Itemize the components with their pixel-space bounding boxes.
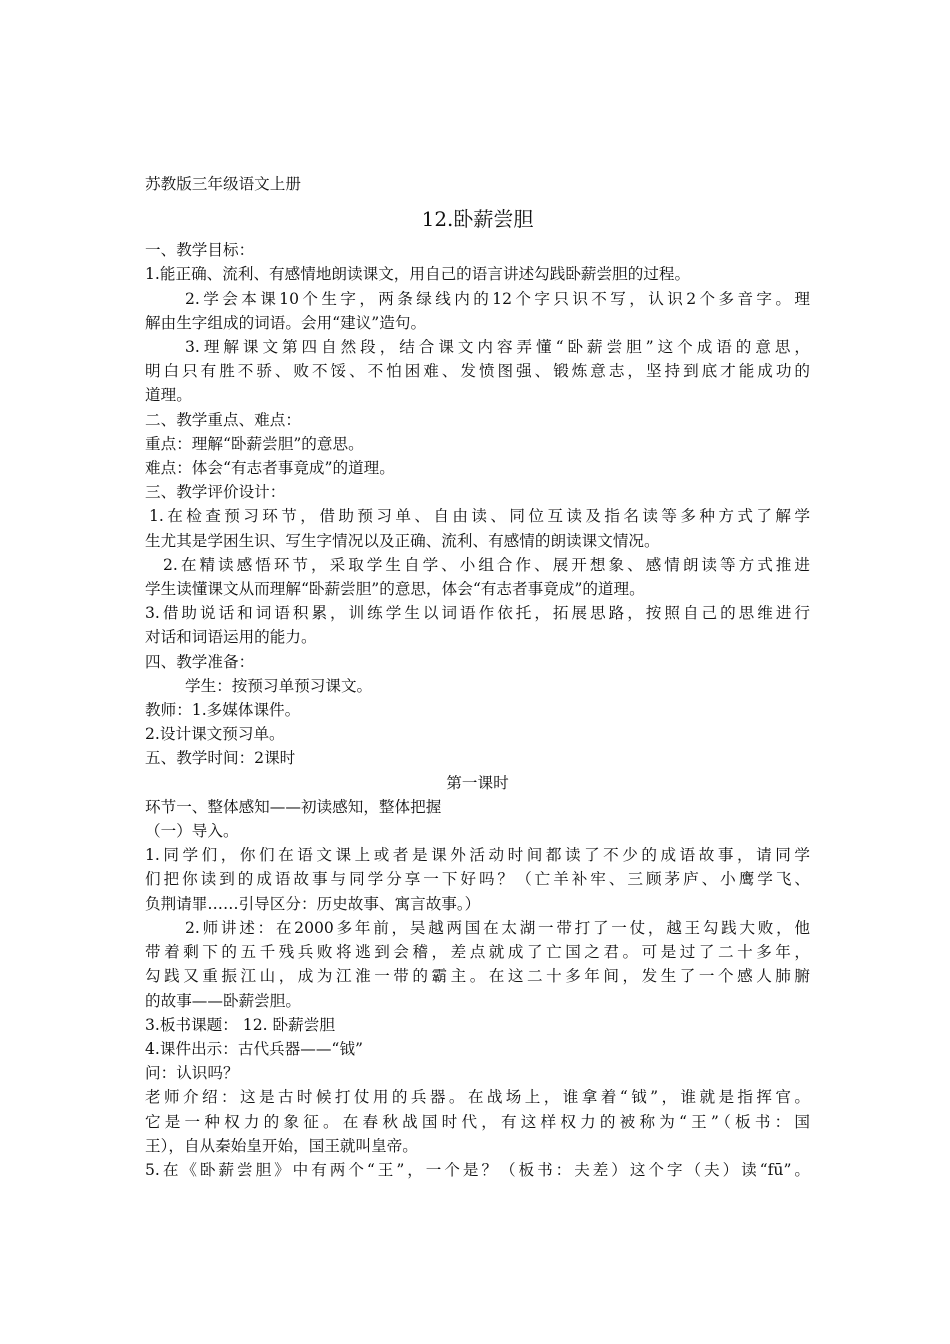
text-line: 学生：按预习单预习课文。 — [185, 676, 373, 695]
text-line: 五、教学时间：2课时 — [145, 749, 296, 768]
document-page — [145, 172, 810, 1182]
text-line: 学生读懂课文从而理解“卧薪尝胆”的意思，体会“有志者事竟成”的道理。 — [145, 580, 645, 599]
text-line: 难点：体会“有志者事竟成”的道理。 — [145, 459, 395, 478]
text-line: 王），自从秦始皇开始，国王就叫皇帝。 — [145, 1136, 418, 1155]
text-line: 1.能正确、流利、有感情地朗读课文，用自己的语言讲述勾践卧薪尝胆的过程。 — [145, 265, 691, 284]
text-line: 生尤其是学困生识、写生字情况以及正确、流利、有感情的朗读课文情况。 — [145, 531, 660, 550]
document-title: 12.卧薪尝胆 — [421, 207, 534, 232]
text-line: 问：认识吗？ — [145, 1064, 239, 1083]
document-header: 苏教版三年级语文上册 — [145, 175, 301, 193]
text-line: 解由生字组成的词语。会用“建议”造句。 — [145, 313, 427, 332]
text-line: 明白只有胜不骄、败不馁、不怕困难、发愤图强、锻炼意志，坚持到底才能成功的 — [145, 362, 810, 381]
document-body — [145, 238, 810, 1182]
text-line: 老师介绍：这是古时候打仗用的兵器。在战场上，谁拿着“钺”，谁就是指挥官。 — [145, 1088, 810, 1107]
text-line: 一、教学目标： — [145, 241, 255, 260]
text-line: 的故事——卧薪尝胆。 — [145, 991, 301, 1010]
text-line: （一）导入。 — [145, 822, 239, 841]
text-line: 5.在《卧薪尝胆》中有两个“王”，一个是？（板书：夫差）这个字（夫）读“fū”。 — [145, 1160, 810, 1179]
text-line: 教师：1.多媒体课件。 — [145, 701, 301, 720]
text-line: 第一课时 — [446, 773, 509, 792]
text-line: 2.师讲述：在2000多年前，吴越两国在太湖一带打了一仗，越王勾践大败，他 — [185, 918, 810, 937]
text-line: 三、教学评价设计： — [145, 483, 286, 502]
text-line: 2.学会本课10个生字，两条绿线内的12个字只识不写，认识2个多音字。理 — [185, 289, 810, 308]
text-line: 1.同学们，你们在语文课上或者是课外活动时间都读了不少的成语故事，请同学 — [145, 846, 810, 865]
text-line: 环节一、整体感知——初读感知，整体把握 — [145, 797, 442, 816]
text-line: 二、教学重点、难点： — [145, 410, 301, 429]
text-line: 对话和词语运用的能力。 — [145, 628, 317, 647]
text-line: 勾践又重振江山，成为江淮一带的霸主。在这二十多年间，发生了一个感人肺腑 — [145, 967, 810, 986]
text-line: 2.在精读感悟环节，采取学生自学、小组合作、展开想象、感情朗读等方式推进 — [163, 555, 810, 574]
text-line: 带着剩下的五千残兵败将逃到会稽，差点就成了亡国之君。可是过了二十多年， — [145, 943, 810, 962]
text-line: 3.借助说话和词语积累，训练学生以词语作依托，拓展思路，按照自己的思维进行 — [145, 604, 810, 623]
text-line: 道理。 — [145, 386, 192, 405]
text-line: 3.板书课题： 12. 卧薪尝胆 — [145, 1015, 335, 1034]
text-line: 重点：理解“卧薪尝胆”的意思。 — [145, 434, 364, 453]
text-line: 四、教学准备： — [145, 652, 255, 671]
text-line: 们把你读到的成语故事与同学分享一下好吗？（亡羊补牢、三顾茅庐、小鹰学飞、 — [145, 870, 810, 889]
text-line: 2.设计课文预习单。 — [145, 725, 285, 744]
text-line: 负荆请罪……引导区分：历史故事、寓言故事。） — [145, 894, 481, 913]
text-line: 3.理解课文第四自然段，结合课文内容弄懂“卧薪尝胆”这个成语的意思， — [185, 338, 810, 357]
text-line: 它是一种权力的象征。在春秋战国时代，有这样权力的被称为“王”（板书：国 — [145, 1112, 810, 1131]
text-line: 1.在检查预习环节，借助预习单、自由读、同位互读及指名读等多种方式了解学 — [149, 507, 810, 526]
text-line: 4.课件出示：古代兵器——“钺” — [145, 1039, 363, 1058]
